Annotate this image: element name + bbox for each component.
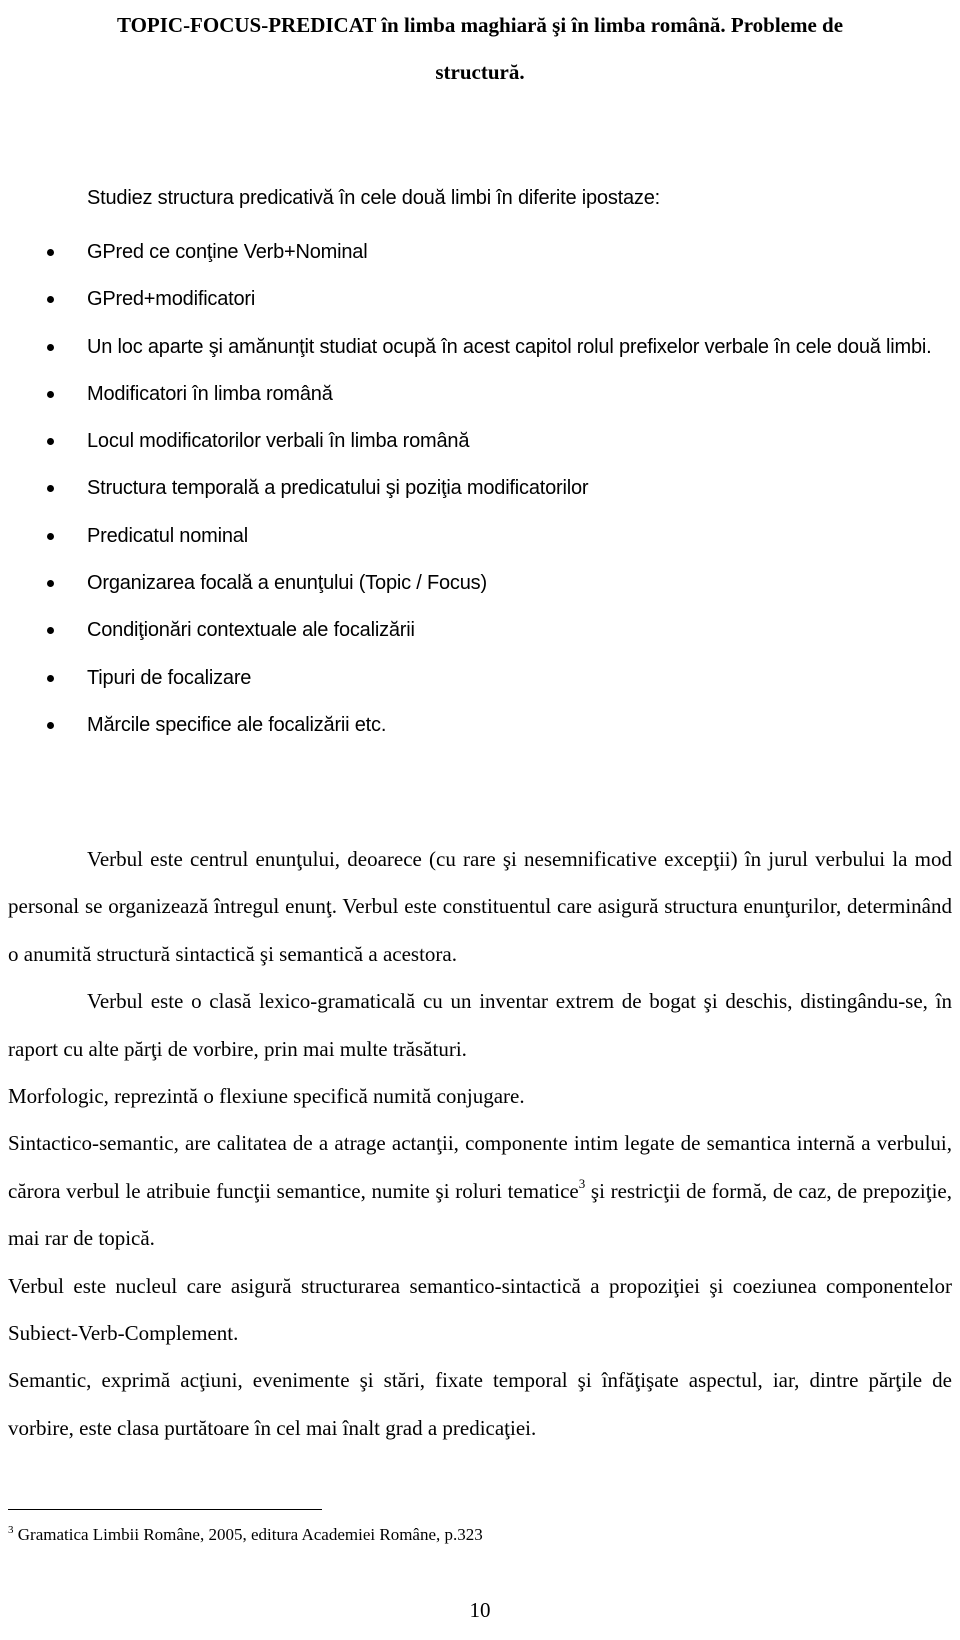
footnote-divider (8, 1509, 322, 1510)
paragraph-morphology: Morfologic, reprezintă o flexiune specifică numită conjugare. (8, 1084, 525, 1109)
list-item-text: GPred+modificatori (87, 288, 256, 311)
topic-list (8, 229, 952, 749)
list-item-text: Mărcile specifice ale focalizării etc. (87, 713, 387, 736)
title-line-2: structură. (435, 60, 525, 84)
paragraph-verb-center: Verbul este centrul enunţului, deoarece (cu rare şi nesemnificative excepţii) în jurul verbului la mod personal se organizează întregul enunţ. Verbul este constituentul care asigură structura enunţurilor, determinând o anumită structură sintactică şi semantică a acestora. (8, 847, 952, 966)
paragraph-text: Sintactico-semantic, are calitatea de a atrage actanţii, componente intim legate de semantica internă a verbului, cărora verbul le atribuie funcţii semantice, numite şi roluri tematice (8, 1131, 952, 1203)
list-item-text: Locul modificatorilor verbali în limba română (87, 430, 470, 453)
list-item (8, 655, 952, 702)
list-item-text: Organizarea focală a enunţului (Topic / Focus) (87, 572, 487, 595)
list-item-text: Un loc aparte şi amănunţit studiat ocupă în acest capitol rolul prefixelor verbale în cele două limbi. (87, 335, 932, 358)
list-item (8, 276, 952, 323)
list-item-text: Condiţionări contextuale ale focalizării (87, 619, 415, 642)
body-text (8, 836, 952, 1452)
bullet-icon (47, 438, 54, 445)
list-item (8, 465, 952, 512)
list-item-text: Structura temporală a predicatului şi poziţia modificatorilor (87, 477, 589, 500)
footnote-mark: 3 (8, 1524, 14, 1536)
bullet-icon (47, 580, 54, 587)
footnote-reference: 3 (578, 1175, 586, 1191)
document-page (8, 0, 952, 1640)
paragraph-verb-nucleus: Verbul este nucleul care asigură structurarea semantico-sintactică a propoziţiei şi coeziunea componentelor Subiect-Verb-Complement. (8, 1273, 952, 1346)
list-item-text: Modificatori în limba română (87, 382, 333, 405)
list-item-text: Tipuri de focalizare (87, 666, 252, 689)
intro-sentence: Studiez structura predicativă în cele două limbi în diferite ipostaze: (87, 187, 660, 209)
bullet-icon (47, 249, 54, 256)
list-item (8, 418, 952, 465)
list-item (8, 371, 952, 418)
footnote-text: Gramatica Limbii Române, 2005, editura Academiei Române, p.323 (13, 1525, 483, 1544)
page-number: 10 (469, 1598, 491, 1622)
page-title (8, 2, 952, 96)
footnote (8, 1524, 483, 1546)
list-item (8, 324, 952, 371)
bullet-icon (47, 391, 54, 398)
list-item (8, 702, 952, 749)
list-item (8, 513, 952, 560)
list-item-text: GPred ce conţine Verb+Nominal (87, 241, 368, 263)
bullet-icon (47, 485, 54, 492)
bullet-icon (47, 344, 54, 351)
paragraph-text: şi restricţii de formă, de caz, de prepoziţie, mai rar de topică. (8, 1178, 952, 1251)
bullet-icon (47, 675, 54, 682)
bullet-icon (47, 296, 54, 303)
paragraph-syntax-semantics (8, 1120, 952, 1262)
paragraph-verb-class: Verbul este o clasă lexico-gramaticală cu un inventar extrem de bogat şi deschis, distingându-se, în raport cu alte părţi de vorbire, prin mai multe trăsături. (8, 989, 952, 1061)
bullet-icon (47, 533, 54, 540)
bullet-icon (47, 627, 54, 634)
list-item (8, 607, 952, 654)
list-item-text: Predicatul nominal (87, 524, 248, 547)
bullet-icon (47, 722, 54, 729)
title-line-1: TOPIC-FOCUS-PREDICAT în limba maghiară şi în limba română. Probleme de (116, 13, 844, 37)
list-item (8, 229, 952, 276)
paragraph-semantic: Semantic, exprimă acţiuni, evenimente şi stări, fixate temporal şi înfăţişate aspectul, iar, dintre părţile de vorbire, este clasa purtătoare în cel mai înalt grad a predicaţiei. (8, 1368, 952, 1440)
list-item (8, 560, 952, 607)
